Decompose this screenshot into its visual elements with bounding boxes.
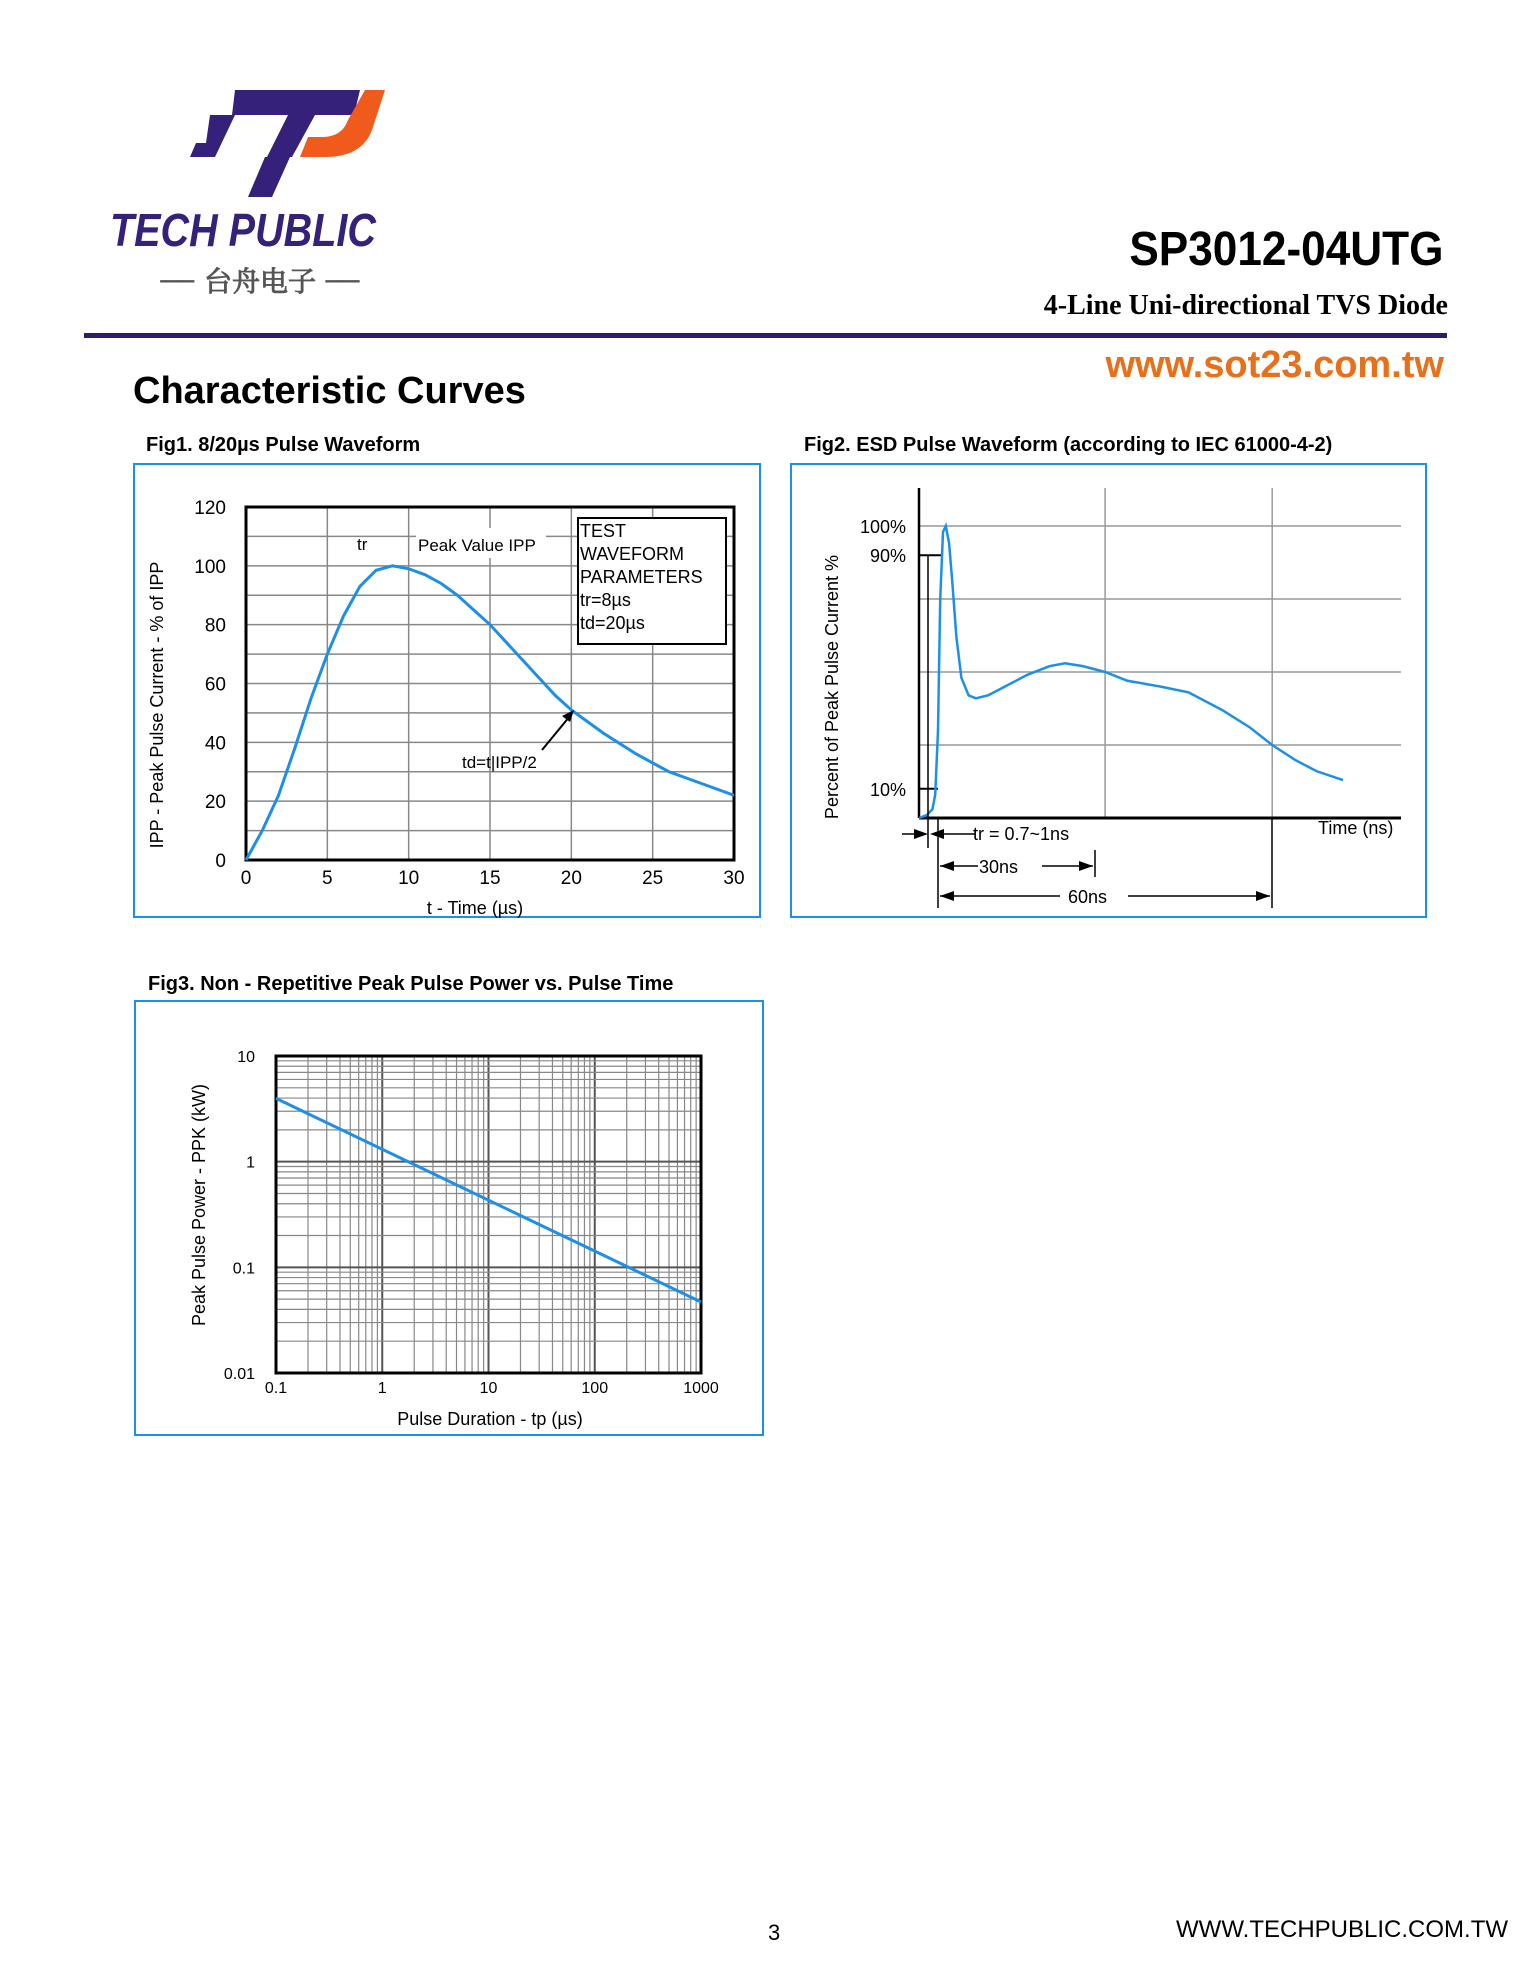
fig3-ytick-label: 1: [246, 1154, 255, 1172]
fig1-xtick-label: 0: [240, 868, 252, 889]
fig1-td-label: td=t|IPP/2: [462, 753, 537, 772]
arrow-head: [940, 891, 954, 901]
fig3-ytick-label: 0.01: [223, 1366, 255, 1383]
fig2-ytick-label: 10%: [869, 779, 906, 800]
arrow-head: [1256, 891, 1270, 901]
fig1-arrow: [542, 716, 570, 750]
fig1-xtick-label: 30: [723, 868, 745, 889]
fig1-xtick-label: 5: [322, 868, 333, 889]
fig3-title: Fig3. Non - Repetitive Peak Pulse Power vs. Pulse Time: [148, 973, 674, 995]
footer-url[interactable]: WWW.TECHPUBLIC.COM.TW: [1176, 1916, 1508, 1943]
fig2-title: Fig2. ESD Pulse Waveform (according to IEC 61000-4-2): [804, 434, 1333, 456]
fig1-xtick-label: 10: [398, 868, 420, 889]
fig1-ytick-label: 100: [194, 556, 226, 578]
part-number: SP3012-04UTG: [1129, 223, 1444, 276]
fig2-tr-label: tr = 0.7~1ns: [973, 824, 1070, 844]
fig2-30-label: 30ns: [979, 857, 1019, 877]
logo-brand: TECH PUBLIC: [110, 204, 376, 256]
fig1-ylabel: IPP - Peak Pulse Current - % of IPP: [147, 561, 167, 849]
fig3-xtick-label: 1: [377, 1380, 387, 1397]
fig3-ytick-label: 10: [237, 1049, 255, 1066]
fig2-ytick-label: 90%: [869, 546, 906, 567]
fig3-xtick-label: 10: [479, 1380, 498, 1397]
fig2-tr-arrow-head: [914, 829, 928, 839]
fig1-ytick-label: 60: [204, 674, 226, 696]
fig2-xlabel: Time (ns): [1318, 818, 1394, 838]
fig3-xlabel: Pulse Duration - tp (µs): [397, 1409, 583, 1429]
fig3-ylabel: Peak Pulse Power - PPK (kW): [189, 1083, 209, 1327]
fig1-xlabel: t - Time (µs): [426, 898, 524, 918]
fig1-ytick-label: 0: [215, 851, 226, 872]
fig1-arrow-head: [562, 710, 574, 722]
page-number: 3: [768, 1920, 781, 1945]
fig1-param-line: TEST: [580, 521, 627, 541]
fig3-xtick-label: 100: [581, 1380, 609, 1397]
fig1-ytick-label: 80: [204, 615, 226, 637]
fig1-xtick-label: 15: [479, 868, 501, 889]
logo-chinese: ── 台舟电子 ──: [160, 265, 360, 298]
arrow-head: [940, 861, 954, 871]
fig2-60-label: 60ns: [1068, 887, 1108, 907]
fig1-tr-label: tr: [357, 535, 368, 554]
fig2-ylabel: Percent of Peak Pulse Current %: [822, 554, 842, 820]
fig1-xtick-label: 25: [642, 868, 664, 889]
fig3-ytick-label: 0.1: [232, 1260, 255, 1278]
fig1-param-line: PARAMETERS: [580, 567, 703, 587]
part-description: 4-Line Uni-directional TVS Diode: [1043, 290, 1448, 321]
fig2-tr-arrow-head: [930, 829, 944, 839]
fig1-ytick-label: 40: [204, 733, 226, 755]
fig2-ytick-label: 100%: [859, 517, 906, 537]
fig3-xtick-label: 1000: [683, 1380, 719, 1397]
website-link[interactable]: www.sot23.com.tw: [1105, 344, 1444, 386]
arrow-head: [1079, 861, 1093, 871]
fig1-param-line: WAVEFORM: [580, 544, 684, 564]
fig1-param-line: td=20µs: [580, 613, 645, 633]
logo-chinese-text: 台舟电子: [203, 265, 316, 298]
section-title: Characteristic Curves: [133, 370, 526, 412]
fig1-xtick-label: 20: [560, 868, 582, 889]
fig1-ytick-label: 120: [194, 498, 226, 519]
fig1-title: Fig1. 8/20µs Pulse Waveform: [146, 434, 421, 456]
fig1-peak-label: Peak Value IPP: [418, 536, 536, 555]
fig1-ytick-label: 20: [204, 792, 226, 814]
fig3-xtick-label: 0.1: [264, 1380, 288, 1397]
fig1-param-line: tr=8µs: [580, 590, 631, 610]
